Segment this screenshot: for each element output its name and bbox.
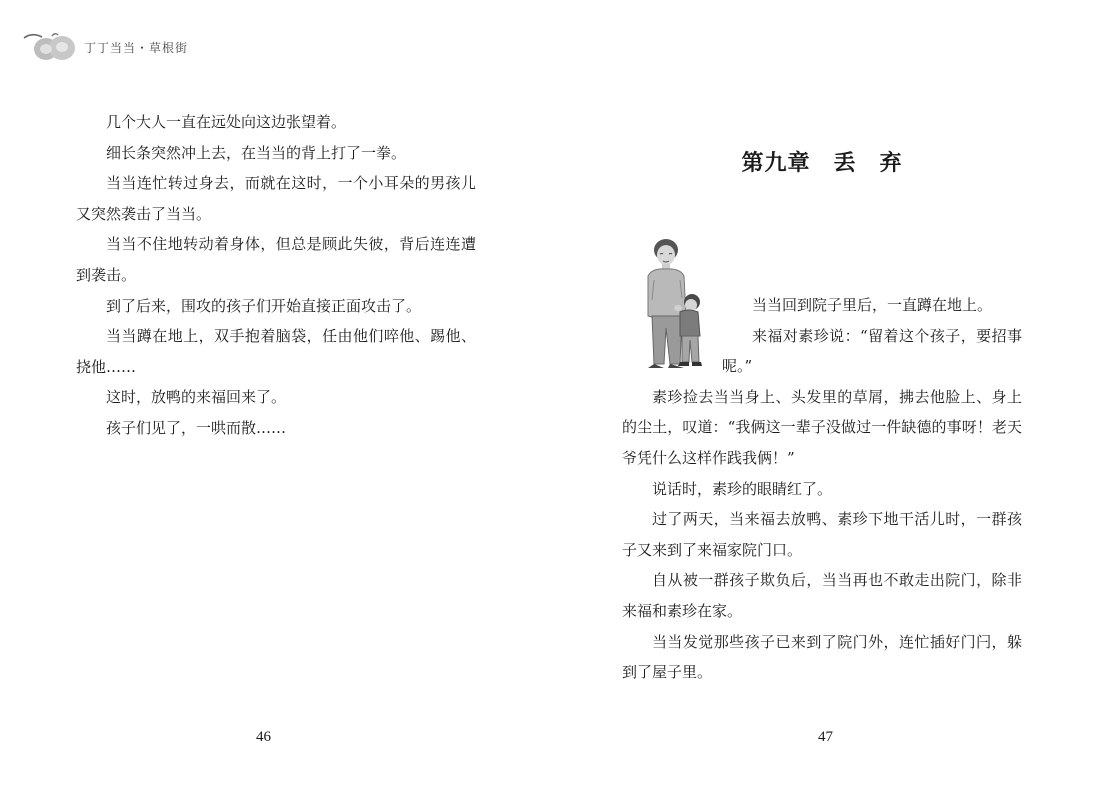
paragraph: 细长条突然冲上去，在当当的背上打了一拳。 — [106, 143, 407, 162]
paragraph: 当当不住地转动着身体，但总是顾此失彼，背后连连遭到袭击。 — [76, 235, 476, 284]
series-title: 丁丁当当・草根街 — [84, 41, 189, 55]
paragraph: 到了后来，围攻的孩子们开始直接正面攻击了。 — [106, 296, 422, 315]
paragraph: 过了两天，当来福去放鸭、素珍下地干活儿时，一群孩子又来到了来福家院门口。 — [622, 510, 1022, 559]
left-page — [76, 0, 476, 786]
paragraph: 当当蹲在地上，双手抱着脑袋，任由他们啐他、踢他、挠他…… — [76, 327, 476, 376]
paragraph: 当当发觉那些孩子已来到了院门外，连忙插好门闩，躲到了屋子里。 — [622, 632, 1022, 682]
illustration-text-wrap-spacer — [622, 290, 722, 374]
paragraph: 当当连忙转过身去，而就在这时，一个小耳朵的男孩儿又突然袭击了当当。 — [76, 174, 476, 223]
twin-gourd-logo-icon — [22, 30, 82, 64]
paragraph: 自从被一群孩子欺负后，当当再也不敢走出院门，除非来福和素珍在家。 — [622, 571, 1022, 620]
paragraph: 当当回到院子里后，一直蹲在地上。 — [752, 296, 993, 314]
paragraph: 这时，放鸭的来福回来了。 — [106, 388, 287, 407]
paragraph: 说话时，素珍的眼睛红了。 — [652, 479, 833, 498]
paragraph: 孩子们见了，一哄而散…… — [106, 418, 287, 437]
paragraph: 素珍捡去当当身上、头发里的草屑，拂去他脸上、身上的尘土，叹道：“我俩这一辈子没做过一件缺德的事呀！老天爷凭什么这样作践我俩！” — [622, 387, 1022, 467]
page-number-right: 47 — [818, 729, 833, 745]
page-number-left: 46 — [256, 729, 271, 745]
right-page — [622, 0, 1022, 786]
paragraph: 来福对素珍说：“留着这个孩子，要招事呢。” — [722, 326, 1022, 376]
left-page-body — [76, 107, 476, 444]
chapter-title: 第九章 丢 弃 — [741, 150, 903, 176]
paragraph: 几个大人一直在远处向这边张望着。 — [106, 113, 347, 131]
right-page-body — [622, 290, 1022, 688]
